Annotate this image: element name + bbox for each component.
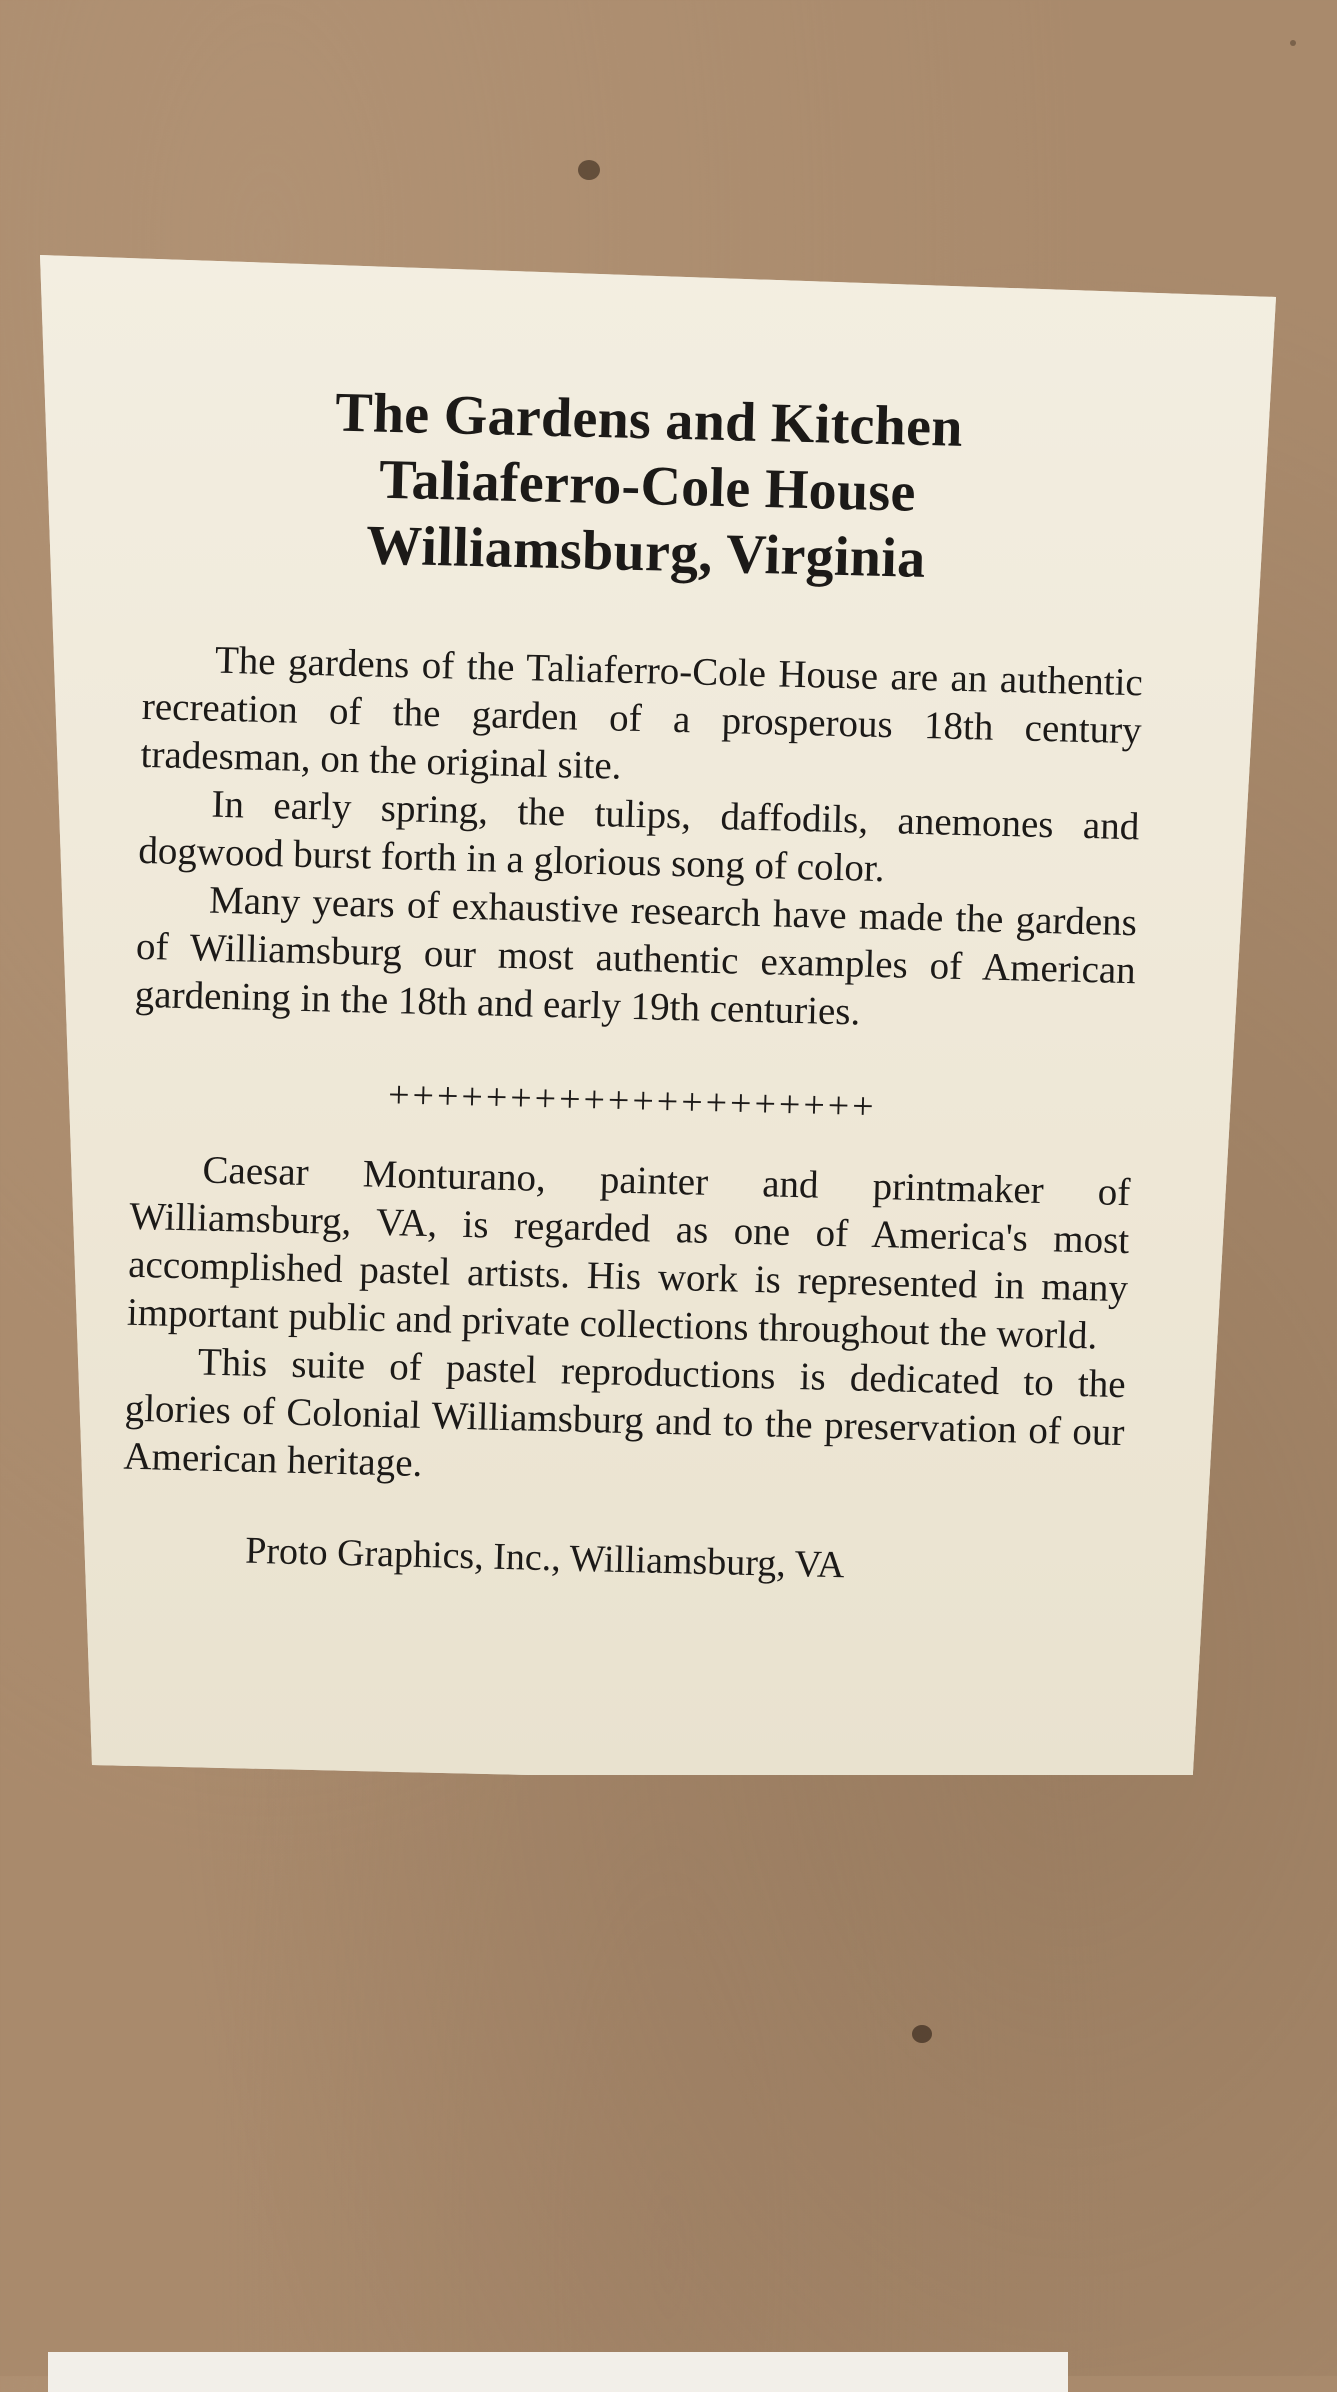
notice-content (121, 375, 1150, 1595)
garden-description (134, 635, 1143, 1043)
garden-paragraph: The gardens of the Taliaferro-Cole House are an authentic recreation of the garden of a prosperous 18th century tradesman, on the original site. (140, 638, 1144, 788)
garden-paragraph: Many years of exhaustive research have made the gardens of Williamsburg our most authentic examples of American gardening in the 18th and early 19th centuries. (134, 878, 1138, 1034)
artist-description (123, 1145, 1131, 1505)
notice-title (145, 375, 1150, 597)
artist-paragraph: This suite of pastel reproductions is dedicated to the glories of Colonial Williamsburg and to the preservation of our American heritage. (123, 1340, 1127, 1485)
backing-stain-spot (912, 2025, 932, 2043)
artist-paragraph: Caesar Monturano, painter and printmaker of Williamsburg, VA, is regarded as one of America's most accomplished pastel artists. His work is represented in many important public and private collections throughout the world. (126, 1148, 1131, 1358)
garden-paragraph: In early spring, the tulips, daffodils, anemones and dogwood burst forth in a glorious song of color. (137, 782, 1140, 891)
backing-stain-spot (1290, 40, 1296, 46)
plus-sign-divider: ++++++++++++++++++++ (387, 1074, 878, 1128)
publisher-line: Proto Graphics, Inc., Williamsburg, VA (244, 1529, 846, 1587)
backing-stain-spot (578, 160, 600, 180)
second-sheet-edge (48, 2352, 1068, 2392)
title-line-house: Taliaferro-Cole House (378, 448, 917, 524)
title-line-location: Williamsburg, Virginia (365, 514, 927, 590)
title-line-gardens: The Gardens and Kitchen (334, 381, 964, 459)
